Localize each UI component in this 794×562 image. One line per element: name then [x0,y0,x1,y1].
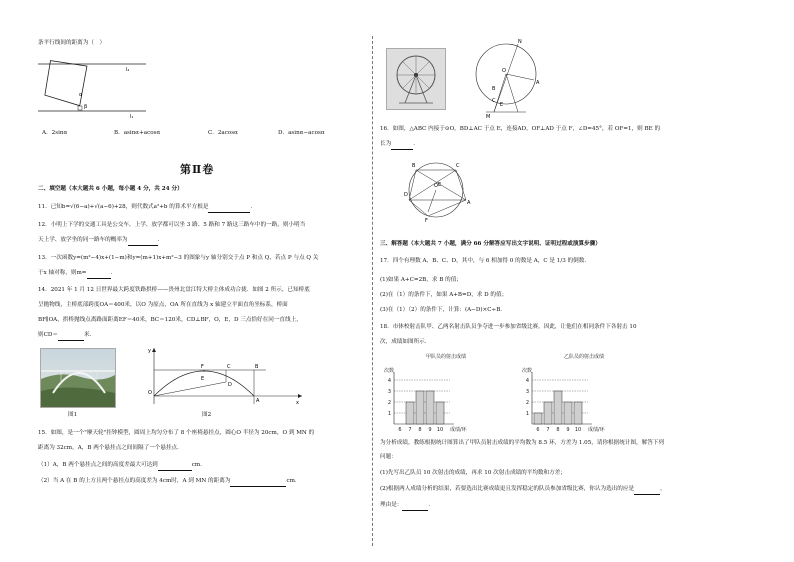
question-18-after2: 问题： [380,454,397,460]
label-l2: l₂ [126,67,130,73]
y-tick-label: 2 [525,399,529,406]
answer-blank [208,204,250,213]
y-tick-label: 2 [387,399,391,406]
answer-blank [158,462,192,471]
question-18-part3-end: ． [428,502,434,508]
column-divider [372,36,373,546]
label-B: B [412,163,416,169]
x-tick-label: 10 [436,427,444,433]
x-axis-label: 成绩/环 [588,427,605,433]
parabola-figure [146,344,306,410]
bridge-photo-drawing [41,349,115,407]
label-x: x [296,400,299,406]
answer-blank [391,141,413,150]
question-11-text: 11．已知b=√(6−a)+√(a−6)+28，则代数式a²+b 的算术平方根是 [38,204,209,210]
label-E: E [500,102,504,108]
section-2-title: 第Ⅱ卷 [180,163,215,176]
left-column [38,0,364,562]
bar-7 [406,402,414,424]
option-c: C．2acosα [208,130,238,136]
question-13-text: 于x 轴对称，则m= [38,270,87,276]
question-12-text: 天上学、放学坐的同一路车的概率为 [38,237,128,243]
bar-10 [574,402,582,424]
question-14-unit: 米． [83,332,96,338]
answer-blank [58,332,84,341]
option-a: A．2sinα [42,130,68,136]
question-18-line1: 18．市体校射击队甲、乙两名射击队员争夺进一步参加省级比赛，因此，让他们在相同条件下各射击 10 [380,324,637,330]
option-d: D．asinα−acosα [278,130,325,136]
x-tick-label: 9 [428,427,432,433]
x-tick-label: 9 [566,427,570,433]
bar-10 [436,402,444,424]
x-tick-label: 10 [574,427,582,433]
question-14-line1: 14．2021 年 1 月 12 日世界最大跨度铁路拱桥——贵州北盘江特大桥主体成功合拢．如图 2 所示，已知桥底 [38,287,310,293]
bar-9 [426,391,434,424]
y-tick-label: 4 [525,377,529,384]
x-tick-label: 7 [546,427,550,433]
bar-9 [564,402,572,424]
y-tick-label: 3 [525,388,529,395]
label-A: A [536,80,540,86]
label-M: M [486,114,491,120]
question-12-line2: 天上学、放学坐的同一路车的概率为 ． [38,237,163,246]
label-D: D [228,382,232,388]
fill-section-header: 二、填空题（本大题共 6 小题，每小题 4 分，共 24 分） [38,186,183,192]
chart-title: 甲队员的射击成绩 [426,354,467,360]
question-15-sub1 [38,462,206,471]
bridge-photo [40,348,116,408]
label-E: E [201,376,205,382]
question-15-sub2-unit: cm． [286,478,301,484]
question-15-line1: 15．如图，是一个"摩天轮"挂钟模型，圆周上均匀分布了 8 个座椅悬挂点，圆心O 半径为 20cm，O 到 MN 的 [38,430,315,436]
question-14-line4 [38,332,95,341]
label-N: N [518,39,522,45]
question-17-part3: (3)在（1）（2）的条件下，计算：(A−D)×C÷B． [380,307,506,313]
y-axis-label: 次数 [384,368,395,374]
answer-blank [128,237,158,246]
label-O: O [502,68,506,74]
question-18-part2-end: ， [660,486,666,492]
answer-blank [634,486,660,495]
question-18-part3-text: 理由是： [380,502,403,508]
y-axis-label: 次数 [522,368,533,374]
label-B: B [492,86,496,92]
answer-blank [402,502,428,511]
figure-2-caption: 图2 [202,412,212,418]
question-13-line2: 于x 轴对称，则m= ． [38,270,116,279]
label-O: O [148,390,152,396]
question-18-part1: (1)先写出乙队员 10 次射击的成绩，再求 10 次射击成绩的平均数和方差； [380,470,566,476]
x-tick-label: 7 [408,427,412,433]
question-14-line2: 呈抛物线，主桥底部跨度OA＝400米，以O 为原点，OA 所在直线为 x 轴建立平面直角坐标系，桥面 [38,302,288,308]
label-C: C [456,163,460,169]
label-l1: l₁ [130,114,134,120]
label-C: C [492,98,496,104]
label-beta: β [84,104,88,110]
chart-jia-scores [380,350,510,432]
question-14-text: 则CD＝ [38,332,58,338]
y-tick-label: 1 [525,410,529,417]
label-A: A [467,200,471,206]
label-F: F [201,364,204,370]
question-12-line1: 12．小明上下学的交通工具是公交车，上学、放学都可以坐 3 路、5 路和 7 路这三路车中的一路，则小明当 [38,222,306,228]
solve-section-header: 三、解答题（本大题共 7 小题，满分 66 分解答应写出文字说明、证明过程或演算步骤） [380,241,601,247]
ferris-wheel-diagram [472,40,542,120]
label-O: O [434,183,438,189]
bar-6 [534,413,542,424]
question-15-sub1-text: （1）A，B 两个悬挂点之间的高度差最大可达到 [38,462,158,468]
label-F: F [425,218,428,224]
label-D: D [404,192,408,198]
clock-photo-drawing [387,49,445,109]
bar-8 [416,391,424,424]
question-17-part1: (1)如果 A+C=2B，求 B 的值； [380,277,462,283]
label-C: C [227,364,231,370]
chart-title: 乙队员的射击成绩 [564,354,605,360]
question-18-part2-text: (2)根据两人成绩分析的结果，若要选出比赛成绩更且发挥稳定的队员参加省级比赛，你认为选出的应是 [380,486,635,492]
chart-yi-scores [518,350,648,432]
question-15-sub2 [38,478,300,487]
x-tick-label: 8 [418,427,422,433]
question-13-line1: 13．一次函数y=(m²−4)x+(1−m)和y=(m+1)x+m²−3 的图象与y 轴分别交于点 P 和点 Q，若点 P 与点 Q 关 [38,255,319,261]
question-10-stem: 条平行线间的距离为（ ） [38,40,106,46]
question-14-line3: BF∥OA，拱桥抛线点离路面距离EF＝40米，BC＝120米，CD⊥BF，O，E，D 三点恰好在同一直线上， [38,317,302,323]
bar-7 [544,402,552,424]
y-tick-label: 4 [387,377,391,384]
clock-photo [386,48,446,110]
bar-8 [554,391,562,424]
question-18-line2: 次，成绩如图所示． [380,339,431,345]
x-tick-label: 6 [398,427,402,433]
question-17: 17．四个有理数 A、B、C、D，其中，与 6 相加得 0 的数是 A，C 是 1/3 的倒数． [380,258,590,264]
label-alpha: α [79,92,83,98]
label-E: E [438,182,442,188]
question-18-part3 [380,502,434,511]
x-tick-label: 8 [556,427,560,433]
parallel-lines-figure [38,56,148,120]
question-16-line1: 16．如图，△ABC 内接于⊙O，BD⊥AC 于点 E，连接AD，OF⊥AD 于点 F，∠D=45°，若 OF=1，则 BE 的 [380,126,661,132]
y-tick-label: 3 [387,388,391,395]
question-17-part2: (2)在（1）的条件下，如果 A+B=D，求 D 的值； [380,292,508,298]
right-column [380,0,720,562]
x-tick-label: 6 [536,427,540,433]
figure-1-caption: 图1 [68,412,78,418]
answer-blank [230,478,286,487]
option-b: B．asinα+acosα [114,130,161,136]
question-16-line2: 长为 ． [380,141,419,150]
label-B: B [255,364,259,370]
question-18-after1: 为分析成绩，教练根据统计图算出了甲队员射击成绩的平均数为 8.5 环，方差为 1.05，请你根据统计图，解答下列 [380,440,664,446]
question-18-part2 [380,486,666,495]
label-A: A [256,398,260,404]
question-11: 11．已知b=√(6−a)+√(a−6)+28，则代数式a²+b 的算术平方根是 ． [38,204,256,213]
question-15-sub1-unit: cm． [191,462,206,468]
x-axis-label: 成绩/环 [450,427,467,433]
question-15-sub2-text: （2）当 A 在 B 的上方且两个悬挂点的高度差为 4cm时，A 到 MN 的距离为 [38,478,231,484]
label-y: y [148,348,151,354]
answer-blank [87,270,111,279]
y-tick-label: 1 [387,410,391,417]
question-15-line2: 距离为 32cm，A，B 两个悬挂点之间间隔了一个悬挂点． [38,445,183,451]
inscribed-triangle-diagram [404,156,470,226]
question-16-text: 长为 [380,141,392,147]
